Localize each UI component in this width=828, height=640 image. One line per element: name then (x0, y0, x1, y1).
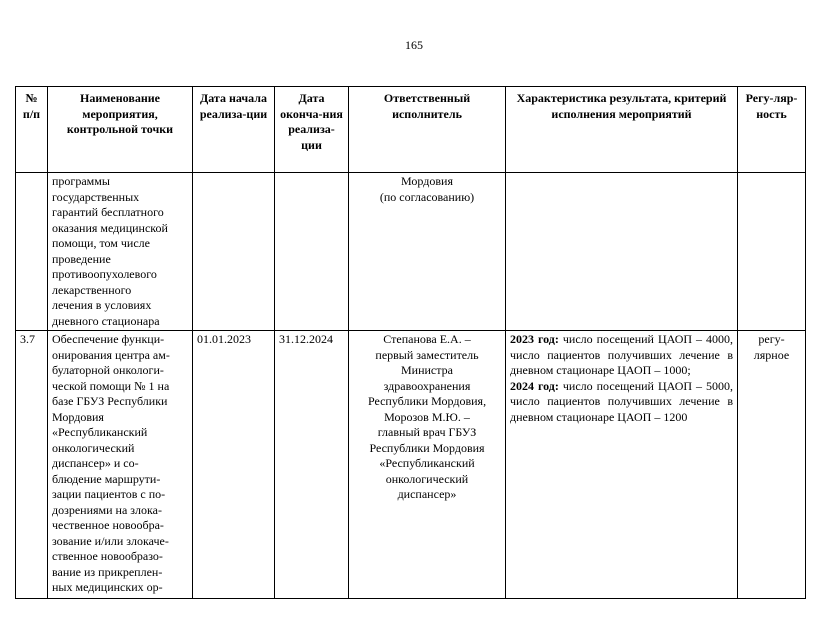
name-line: онирования центра ам- (52, 347, 170, 362)
name-line: государственных (52, 189, 140, 204)
name-line: ственное новообразо- (52, 549, 163, 563)
name-line: ческой помощи № 1 на (52, 378, 170, 393)
name-line: блюдение маршрути- (52, 471, 161, 486)
year-label-2024: 2024 год: (510, 378, 559, 393)
cell-regularity: регу-лярное (738, 331, 806, 599)
year-label-2023: 2023 год: (510, 332, 559, 346)
cell-responsible (349, 331, 506, 599)
responsible-line: первый заместитель (375, 347, 479, 362)
cell-num (16, 173, 48, 331)
result-text-2024: число посещений ЦАОП – 5000, число пациентов получивших лечение в дневном стационаре ЦАОП – 1200 (510, 378, 733, 424)
responsible-line: диспансер» (397, 487, 457, 501)
name-line: ных медицинских ор- (52, 580, 163, 594)
responsible-line: Морозов М.Ю. – (384, 409, 470, 424)
name-line: помощи, том числе (52, 236, 150, 250)
name-line: Мордовия (52, 409, 104, 424)
name-line: дозрениями на злока- (52, 502, 162, 517)
name-line: диспансер» и со- (52, 456, 139, 470)
result-text-2023: число посещений ЦАОП – 4000, число пациентов получивших лечение в дневном стационаре ЦАОП – 1000; (510, 332, 733, 377)
cell-end-date (275, 173, 349, 331)
responsible-line: Республики Мордовия (369, 440, 485, 455)
responsible-line: Республики Мордовия, (367, 394, 487, 408)
cell-name (48, 173, 193, 331)
cell-end-date: 31.12.2024 (275, 331, 349, 599)
cell-num: 3.7 (16, 331, 48, 599)
cell-responsible (349, 173, 506, 331)
result-2023 (510, 332, 733, 379)
name-line: булаторной онкологи- (52, 363, 164, 377)
header-characteristic: Характеристика результата, критерий исполнения мероприятий (506, 87, 738, 173)
table-row (16, 331, 806, 599)
cell-start-date: 01.01.2023 (193, 331, 275, 599)
responsible-line: здравоохранения (383, 378, 471, 393)
responsible-line: (по согласованию) (379, 189, 475, 204)
header-start-date: Дата начала реализа-ции (193, 87, 275, 173)
name-line: онкологический (52, 440, 135, 455)
name-line: лечения в условиях (52, 298, 152, 312)
cell-name (48, 331, 193, 599)
responsible-line: Степанова Е.А. – (383, 332, 471, 346)
name-line: оказания медицинской (52, 220, 168, 235)
responsible-line: «Республиканский (379, 456, 475, 470)
name-line: гарантий бесплатного (52, 205, 164, 219)
page-number: 165 (405, 38, 423, 52)
responsible-line: онкологический (385, 471, 469, 486)
name-line: базе ГБУЗ Республики (52, 394, 168, 408)
measures-table (15, 86, 806, 599)
name-line: зование и/или злокаче- (52, 533, 169, 548)
name-line: программы (52, 174, 110, 188)
name-line: Обеспечение функци- (52, 332, 165, 346)
name-line: противоопухолевого (52, 267, 157, 281)
name-line: лекарственного (52, 282, 132, 297)
cell-characteristic (506, 331, 738, 599)
cell-characteristic (506, 173, 738, 331)
responsible-line: Министра (401, 363, 453, 377)
name-line: зации пациентов с по- (52, 487, 166, 501)
cell-regularity (738, 173, 806, 331)
cell-start-date (193, 173, 275, 331)
name-line: вание из прикреплен- (52, 564, 163, 579)
table-row (16, 173, 806, 331)
name-line: чественное новообра- (52, 518, 164, 532)
header-end-date: Дата оконча-ния реализа-ции (275, 87, 349, 173)
header-num: № п/п (16, 87, 48, 173)
header-regularity: Регу-ляр-ность (738, 87, 806, 173)
responsible-line: главный врач ГБУЗ (377, 425, 477, 439)
table-header-row (16, 87, 806, 173)
name-line: дневного стационара (52, 313, 160, 328)
header-responsible: Ответственный исполнитель (349, 87, 506, 173)
name-line: проведение (52, 251, 111, 266)
header-name: Наименование мероприятия, контрольной точки (48, 87, 193, 173)
name-line: «Республиканский (52, 425, 148, 439)
responsible-line: Мордовия (401, 174, 453, 188)
result-2024 (510, 379, 733, 426)
